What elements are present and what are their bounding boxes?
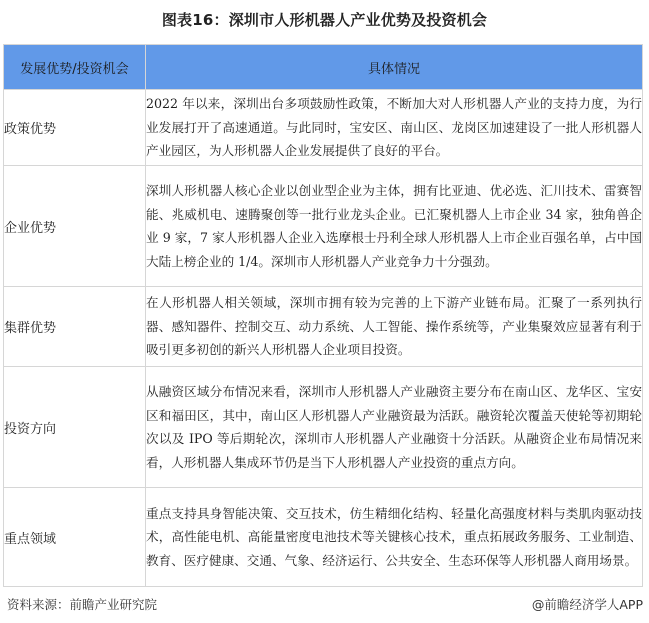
row-detail: 在人形机器人相关领域，深圳市拥有较为完善的上下游产业链布局。汇聚了一系列执行器、感知器件、控制交互、动力系统、人工智能、操作系统等，产业集聚效应显著有利于吸引更多初创的新兴人形机器人企业项目投资。 [146, 287, 643, 367]
credit-note: @前瞻经济学人APP [531, 597, 643, 612]
row-detail: 从融资区域分布情况来看，深圳市人形机器人产业融资主要分布在南山区、龙华区、宝安区和福田区，其中，南山区人形机器人产业融资最为活跃。融资轮次覆盖天使轮等初期轮次以及 IPO 等后期轮次，深圳市人形机器人产业融资十分活跃。从融资企业布局情况来看，人形机器人集成环节仍是当下人形机器人产业投资的重点方向。 [146, 367, 643, 488]
row-category: 集群优势 [4, 287, 146, 367]
row-detail: 深圳人形机器人核心企业以创业型企业为主体，拥有比亚迪、优必选、汇川技术、雷赛智能、兆威机电、速腾聚创等一批行业龙头企业。已汇聚机器人上市企业 34 家，独角兽企业 9 家，7 家人形机器人企业入选摩根士丹利全球人形机器人上市企业百强名单，占中国大陆上榜企业的 1/4。深圳市人形机器人产业竞争力十分强劲。 [146, 166, 643, 287]
table-row [4, 367, 643, 488]
table-row [4, 287, 643, 367]
source-note: 资料来源：前瞻产业研究院 [7, 597, 158, 612]
row-category: 政策优势 [4, 90, 146, 166]
row-detail: 2022 年以来，深圳出台多项鼓励性政策，不断加大对人形机器人产业的支持力度，为行业发展打开了高速通道。与此同时，宝安区、南山区、龙岗区加速建设了一批人形机器人产业园区，为人形机器人企业发展提供了良好的平台。 [146, 90, 643, 166]
table-row [4, 90, 643, 166]
header-detail: 具体情况 [146, 45, 643, 90]
table-row [4, 166, 643, 287]
row-detail: 重点支持具身智能决策、交互技术，仿生精细化结构、轻量化高强度材料与类肌肉驱动技术，高性能电机、高能量密度电池技术等关键核心技术，重点拓展政务服务、工业制造、教育、医疗健康、交通、气象、经济运行、公共安全、生态环保等人形机器人商用场景。 [146, 488, 643, 587]
row-category: 重点领域 [4, 488, 146, 587]
row-category: 投资方向 [4, 367, 146, 488]
table-row [4, 488, 643, 587]
table-header-row [4, 45, 643, 90]
row-category: 企业优势 [4, 166, 146, 287]
header-category: 发展优势/投资机会 [4, 45, 146, 90]
chart-title: 图表16：深圳市人形机器人产业优势及投资机会 [161, 11, 488, 29]
advantages-table [3, 44, 643, 587]
